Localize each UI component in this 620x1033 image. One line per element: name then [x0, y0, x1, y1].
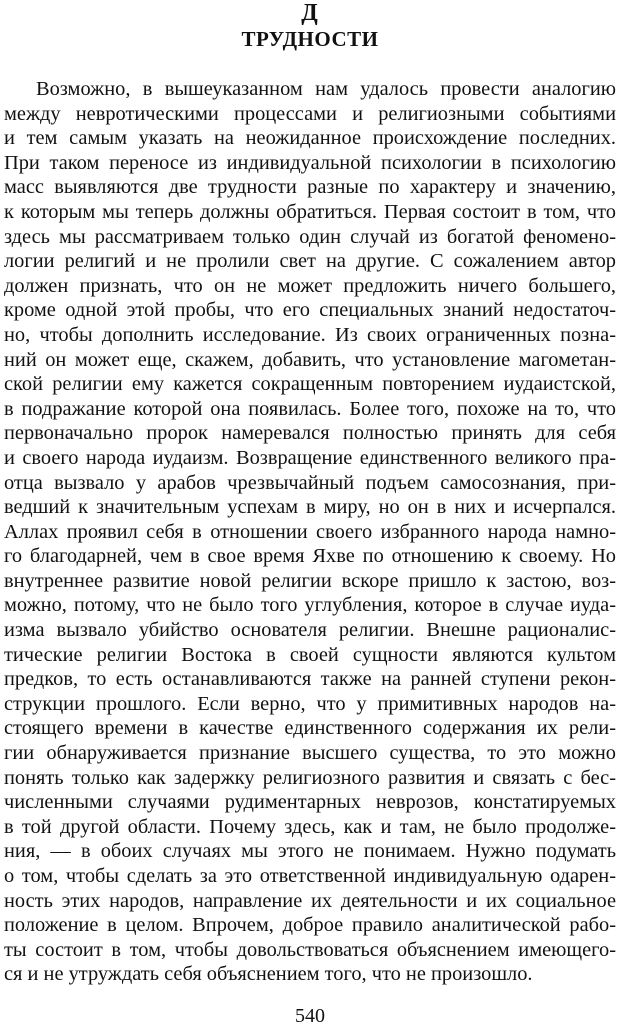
text-line: ния, — в обоих случаях мы этого не понимаем. Нужно подумать [4, 840, 616, 863]
text-line: ты состоит в том, чтобы довольствоваться объяснением имеющего- [4, 938, 616, 961]
text-line: здесь мы рассматриваем только один случай из богатой феномено- [4, 225, 616, 248]
text-line: стоящего времени в качестве единственного содержания их рели- [4, 717, 616, 740]
text-line: тические религии Востока в своей сущности являются культом [4, 643, 616, 666]
text-line: в подражание которой она появилась. Более того, похоже на то, что [4, 397, 616, 420]
text-line: логии религий и не пролили свет на другие. С сожалением автор [4, 250, 616, 273]
text-line: и своего народа иудаизм. Возвращение единственного великого пра- [4, 446, 616, 469]
text-line: ведший к значительным успехам в миру, но он в них и исчерпался. [4, 496, 616, 519]
text-line: должен признать, что он не может предложить ничего большего, [4, 274, 616, 297]
text-line: изма вызвало убийство основателя религии. Внешне рационалис- [4, 619, 616, 642]
text-line: отца вызвало у арабов чрезвычайный подъем самосознания, при- [4, 471, 616, 494]
text-line: о том, чтобы сделать за это ответственной индивидуальную одарен- [4, 865, 616, 887]
text-line: ской религии ему кажется сокращенным повторением иудаистской, [4, 373, 616, 396]
text-line: струкции прошлого. Если верно, что у примитивных народов на- [4, 692, 616, 715]
text-line: Возможно, в вышеуказанном нам удалось провести аналогию [36, 78, 616, 100]
text-line: Аллах проявил себя в отношении своего избранного народа намно- [4, 520, 616, 543]
text-line: численными случаями рудиментарных неврозов, констатируемых [4, 791, 616, 814]
text-line: ний он может еще, скажем, добавить, что установление магометан- [4, 348, 616, 371]
text-line: При таком переносе из индивидуальной психологии в психологию [4, 151, 616, 174]
text-line: ность этих народов, направление их деятельности и их социальное [4, 889, 616, 912]
body-paragraph [4, 77, 616, 987]
text-line: первоначально пророк намеревался полностью принять для себя [4, 422, 616, 445]
text-line: го благодарней, чем в свое время Яхве по отношению к своему. Но [4, 545, 616, 568]
section-title: ТРУДНОСТИ [241, 27, 379, 51]
text-line: положение в целом. Впрочем, доброе правило аналитической рабо- [4, 914, 616, 937]
text-line: кроме одной этой пробы, что его специальных знаний недостаточ- [4, 299, 616, 322]
text-line: ся и не утруждать себя объяснением того, что не произошло. [4, 963, 533, 986]
text-line: предков, то есть останавливаются также на ранней ступени рекон- [4, 668, 616, 691]
section-letter: Д [301, 0, 319, 26]
text-line: гии обнаруживается признание высшего существа, то это можно [4, 742, 616, 765]
text-line: масс выявляются две трудности разные по характеру и значению, [4, 176, 616, 199]
text-line: и тем самым указать на неожиданное происхождение последних. [4, 127, 616, 150]
text-line: понять только как задержку религиозного развития и связать с бес- [4, 766, 616, 789]
text-line: между невротическими процессами и религиозными событиями [4, 102, 616, 125]
text-line: внутреннее развитие новой религии вскоре пришло к застою, воз- [4, 569, 616, 592]
text-line: можно, потому, что не было того углубления, которое в случае иуда- [4, 594, 616, 617]
text-line: к которым мы теперь должны обратиться. Первая состоит в том, что [4, 200, 616, 223]
text-line: в той другой области. Почему здесь, как и там, не было продолже- [4, 815, 616, 838]
text-line: но, чтобы дополнить исследование. Из своих ограниченных позна- [4, 323, 616, 346]
page-number: 540 [295, 1005, 325, 1027]
